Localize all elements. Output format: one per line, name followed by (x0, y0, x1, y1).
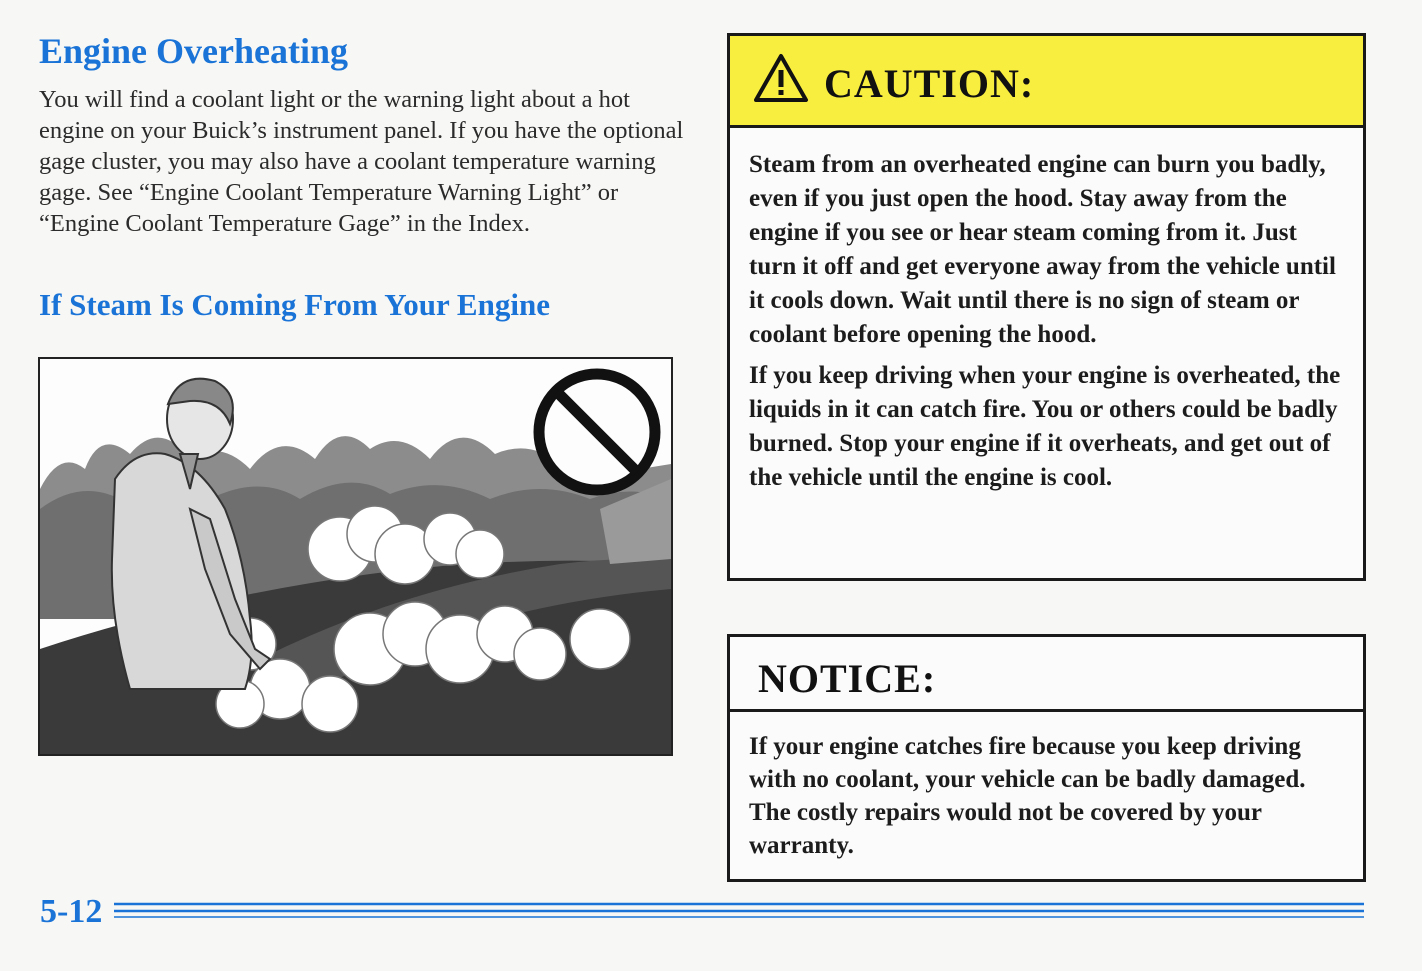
section-title: Engine Overheating (39, 31, 349, 71)
notice-body: If your engine catches fire because you keep driving with no coolant, your vehicle can be badly damaged. The costly repairs would not be covered by your warranty. (749, 733, 1306, 859)
no-symbol-icon (539, 374, 655, 490)
caution-title: CAUTION: (824, 61, 1035, 106)
footer-rule (114, 901, 1364, 923)
steam-illustration (38, 357, 673, 756)
notice-box (727, 634, 1366, 882)
caution-paragraph: If you keep driving when your engine is overheated, the liquids in it can catch fire. You or others could be badly burned. Stop your engine if it overheats, and get out of the vehicle until the engine is cool. (749, 362, 1341, 491)
caution-header (730, 36, 1363, 128)
intro-paragraph: You will find a coolant light or the warning light about a hot engine on your Buick’s instrument panel. If you have the optional gage cluster, you may also have a coolant temperature warning gage. See “Engine Coolant Temperature Warning Light” or “Engine Coolant Temperature Gage” in the Index. (39, 86, 684, 237)
notice-title: NOTICE: (758, 656, 937, 701)
caution-box (727, 33, 1366, 581)
caution-paragraph: Steam from an overheated engine can burn you badly, even if you just open the hood. Stay away from the engine if you see or hear steam coming from it. Just turn it off and get everyone away from the vehicle until it cools down. Wait until there is no sign of steam or coolant before opening the hood. (749, 151, 1336, 348)
warning-triangle-icon (753, 52, 809, 104)
caution-body (749, 148, 1345, 495)
notice-header (730, 637, 1363, 712)
page-number: 5-12 (40, 893, 103, 930)
subsection-title: If Steam Is Coming From Your Engine (39, 287, 550, 322)
